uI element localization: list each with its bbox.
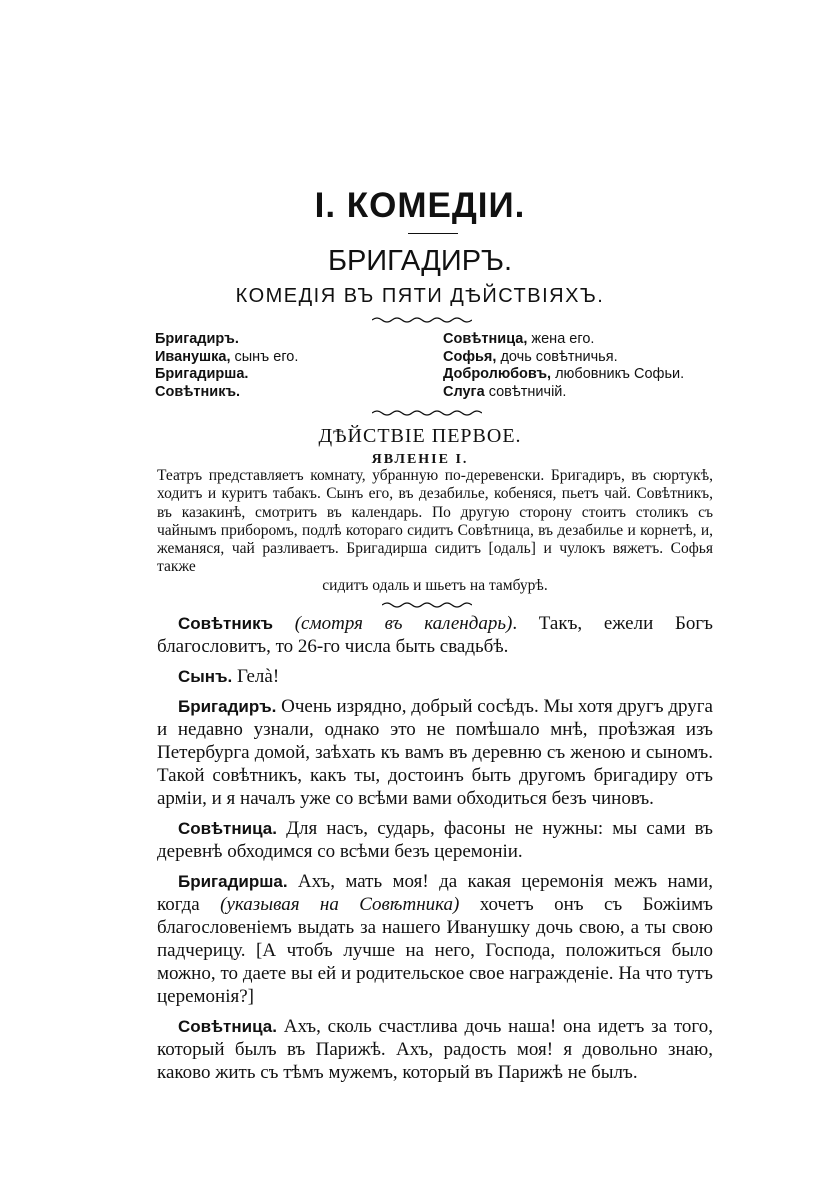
cast-entry bbox=[443, 384, 684, 402]
cast-name: Совѣтница, bbox=[443, 331, 528, 347]
replica bbox=[157, 817, 713, 863]
speech-text: Гелà! bbox=[232, 666, 280, 687]
speech-text: Ахъ, сколь счастлива дочь наша! она идетъ за того, который былъ въ Парижѣ. Ахъ, радость моя! я довольно знаю, каково жить съ тѣмъ мужемъ, который въ Парижѣ не былъ. bbox=[157, 1016, 713, 1083]
cast-column-right bbox=[443, 331, 684, 401]
cast-column-left bbox=[155, 331, 298, 401]
cast-name: Слуга bbox=[443, 383, 485, 400]
cast-entry bbox=[443, 331, 684, 349]
ornament-squiggle bbox=[372, 409, 482, 417]
cast-entry bbox=[443, 366, 684, 384]
speech-text bbox=[273, 613, 295, 634]
speaker-name: Совѣтница. bbox=[178, 819, 277, 838]
speaker-name: Бригадиръ. bbox=[178, 697, 277, 716]
cast-entry bbox=[155, 384, 298, 402]
replica bbox=[157, 695, 713, 810]
ornament-squiggle bbox=[372, 316, 472, 324]
dialogue bbox=[157, 612, 713, 1091]
replica bbox=[157, 612, 713, 658]
title-rule bbox=[408, 233, 458, 234]
cast-name: Иванушка, bbox=[155, 348, 231, 365]
cast-desc: дочь совѣтничья. bbox=[496, 348, 618, 365]
speech-text: . Такъ, ежели Богъ благословитъ, то 26-го числа быть свадьбѣ. bbox=[157, 613, 714, 657]
cast-entry bbox=[155, 349, 298, 367]
speaker-name: Совѣтникъ bbox=[178, 614, 274, 633]
cast-entry bbox=[155, 366, 298, 384]
cast-name: Софья, bbox=[443, 348, 497, 365]
cast-desc: совѣтничій. bbox=[484, 383, 567, 400]
play-subtitle: КОМЕДІЯ ВЪ ПЯТИ ДѢЙСТВІЯХЪ. bbox=[235, 285, 605, 307]
replica bbox=[157, 665, 713, 688]
cast-entry bbox=[155, 331, 298, 349]
cast-entry bbox=[443, 349, 684, 367]
speech-text: Очень изрядно, добрый сосѣдъ. Мы хотя другъ друга и недавно узнали, однако это не помѣшало мнѣ, проѣзжая изъ Петербурга домой, заѣхать къ вамъ въ деревню съ женою и сыномъ. Такой совѣтникъ, какъ ты, достоинъ быть другомъ бригадиру отъ арміи, и я началъ уже со всѣми вами обходиться безъ чиновъ. bbox=[157, 696, 713, 809]
stage-remark: (указывая на Совѣтника) bbox=[220, 894, 460, 915]
stage-remark: (смотря въ календарь) bbox=[294, 613, 513, 634]
replica bbox=[157, 1015, 713, 1084]
speaker-name: Бригадирша. bbox=[178, 872, 288, 891]
cast-name: Совѣтникъ. bbox=[155, 383, 241, 400]
speech-text: хочетъ онъ съ Божіимъ благословеніемъ выдать за нашего Иванушку дочь свою, а ты свою падчерицу. [А чтобъ лучше на него, Господа, положиться было можно, то даете вы ей и родительское свое награжденіе. На что тутъ церемонія?] bbox=[157, 894, 713, 1007]
cast-desc: сынъ его. bbox=[230, 348, 299, 365]
scene-title: ЯВЛЕНІЕ I. bbox=[371, 452, 469, 467]
speech-text: Ахъ, мать моя! да какая церемонія межъ нами, когда bbox=[157, 871, 713, 915]
stage-direction bbox=[157, 467, 713, 595]
stage-direction-text: Театръ представляетъ комнату, убранную по-деревенски. Бригадиръ, въ сюртукѣ, ходитъ и куритъ табакъ. Сынъ его, въ дезабилье, кобеняся, пьетъ чай. Совѣтникъ, въ казакинѣ, смотритъ въ календарь. По другую сторону стоитъ столикъ съ чайнымъ приборомъ, подлѣ котораго сидитъ Совѣтница, въ дезабилье и корнетѣ, и, жеманяся, чай разливаетъ. Бригадирша сидитъ [одаль] и чулокъ вяжетъ. Софья также bbox=[157, 467, 713, 576]
play-title: БРИГАДИРЪ. bbox=[327, 245, 513, 277]
stage-direction-last-line: сидитъ одаль и шьетъ на тамбурѣ. bbox=[322, 576, 548, 594]
cast-name: Бригадиръ. bbox=[155, 331, 239, 347]
cast-name: Добролюбовъ, bbox=[443, 366, 552, 382]
speech-text: Для насъ, сударь, фасоны не нужны: мы сами въ деревнѣ обходимся со всѣми безъ церемоніи. bbox=[157, 818, 713, 862]
cast-desc: жена его. bbox=[527, 331, 595, 347]
cast-desc: любовникъ Софьи. bbox=[551, 366, 685, 382]
cast-name: Бригадирша. bbox=[155, 366, 249, 382]
speaker-name: Совѣтница. bbox=[178, 1017, 277, 1036]
ornament-squiggle bbox=[382, 601, 472, 609]
part-title: I. КОМЕДІИ. bbox=[314, 186, 526, 225]
act-title: ДѢЙСТВІЕ ПЕРВОЕ. bbox=[318, 425, 522, 447]
speaker-name: Сынъ. bbox=[178, 667, 233, 686]
replica bbox=[157, 870, 713, 1008]
